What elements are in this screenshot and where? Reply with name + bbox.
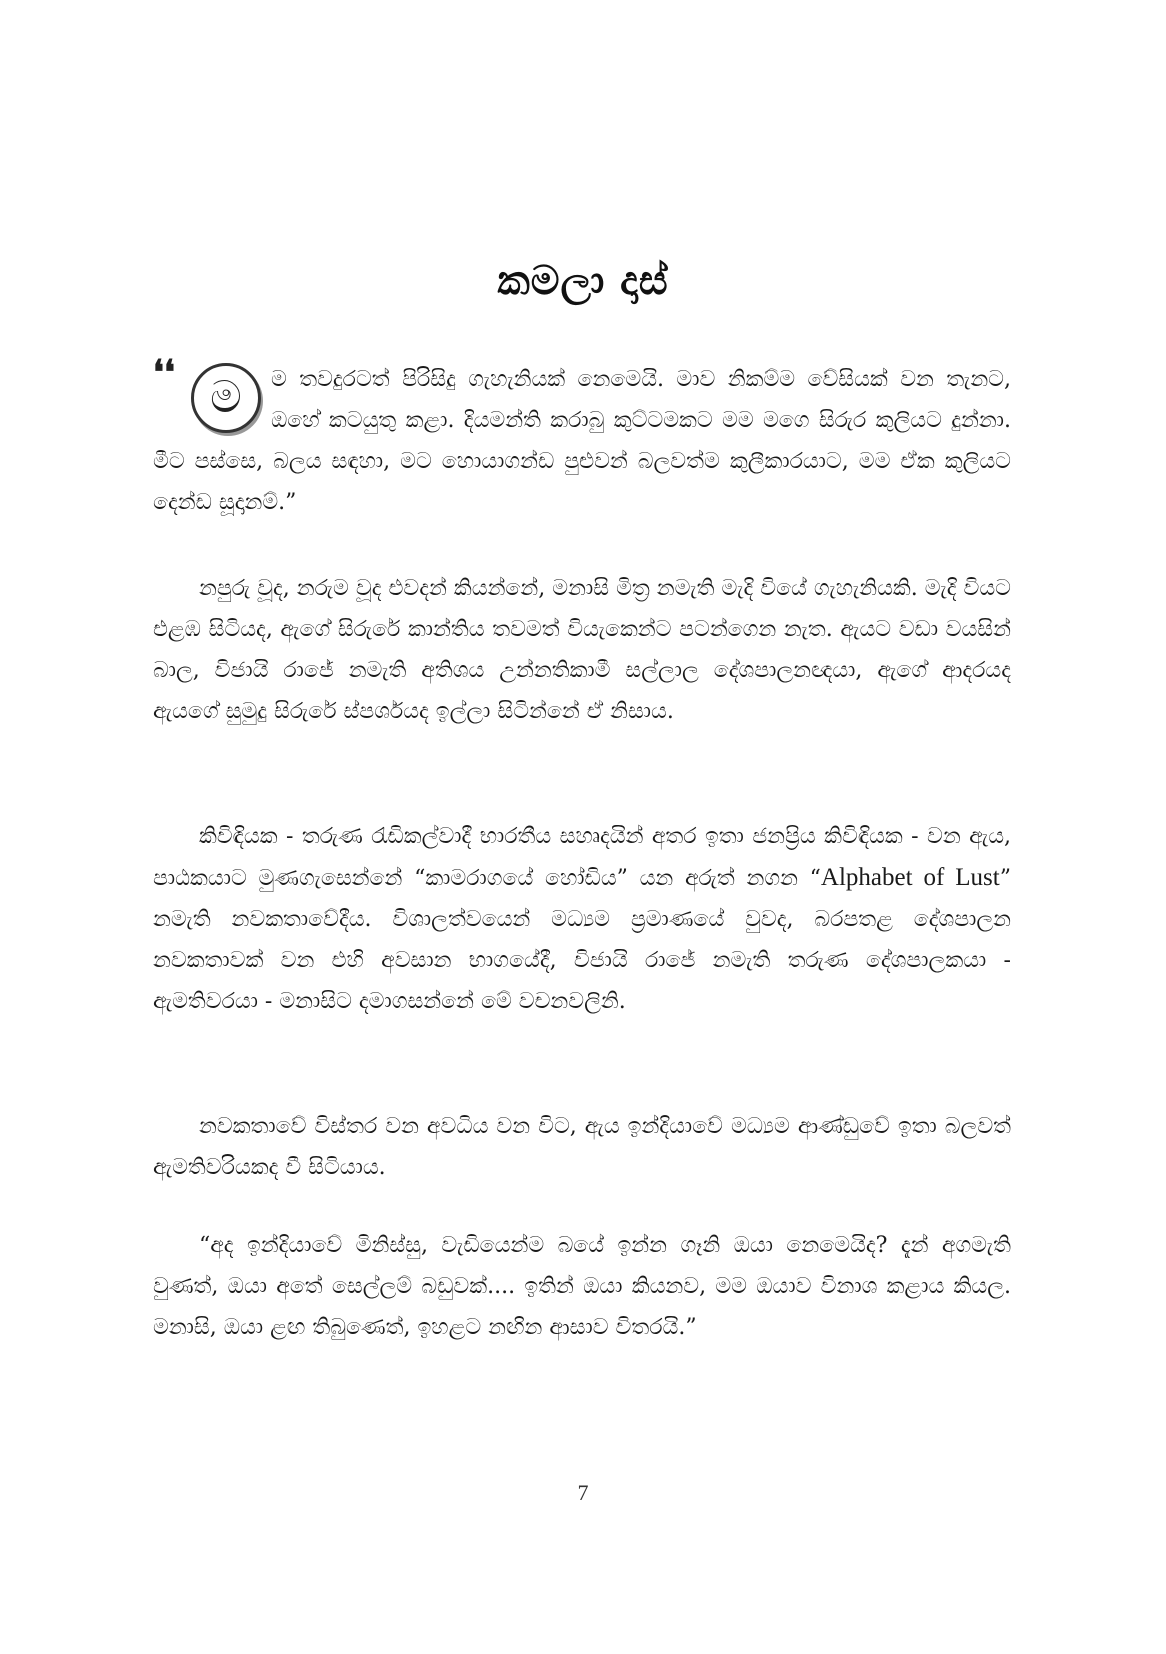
paragraph-4	[153, 1106, 1011, 1188]
page-number: 7	[577, 1480, 589, 1505]
book-title-english: Alphabet of Lust	[820, 864, 1000, 891]
paragraph-4-text: නවකතාවේ විස්තර වන අවධිය වන විට, ඇය ඉන්දියාවේ මධ්‍යම ආණ්ඩුවේ ඉතා බලවත් ඇමතිවරියකද වී සිටියාය.	[153, 1114, 1011, 1180]
drop-cap-letter: ම	[191, 363, 261, 433]
paragraph-5-text: “අද ඉන්දියාවේ මිනිස්සු, වැඩියෙන්ම බයේ ඉන්න ගෑනි ඔයා නෙමෙයිද? දැන් අගමැති වුණත්, ඔයා අතේ සෙල්ලම් බඩුවක්.... ඉතින් ඔයා කියනව, මම ඔයාව විනාශ කළාය කියල. මනාසි, ඔයා ළඟ තිබුණෙත්, ඉහළට නඟින ආසාව විතරයි.”	[153, 1233, 1011, 1340]
chapter-title: කමලා දාස්	[497, 258, 669, 304]
paragraph-3	[153, 816, 1011, 1022]
paragraph-3-part-a: කිවිඳියක - තරුණ රැඩිකල්වාදී භාරතීය සහෘදයින් අතර ඉතා ජනප්‍රිය කිවිඳියක - වන ඇය, පාඨකයාට මුණගැසෙන්නේ “කාමරාගයේ හෝඩිය” යන අරුත් නගන “	[153, 824, 1011, 891]
paragraph-5	[153, 1225, 1011, 1348]
paragraph-3-part-b: ” නමැති නවකතාවේදීය. විශාලත්වයෙන් මධ්‍යම ප්‍රමාණයේ වුවද, බරපතළ දේශපාලන නවකතාවක් වන එහි අවසාන භාගයේදී, විජායි රාජේ නමැති තරුණ දේශපාලකයා - ඇමතිවරයා - මනාසිට දමාගසන්නේ මේ වචනවලිනි.	[153, 866, 1011, 1014]
paragraph-1-text: ම තවදුරටත් පිරිසිදු ගැහැනියක් නෙමෙයි. මාව නිකම්ම වේසියක් වන තැනට, ඔහේ කටයුතු කළා. දියමන්ති කරාබු කුට්ටමකට මම මගෙ සිරුර කුලියට දුන්නා. මීට පස්සෙ, බලය සඳහා, මට හොයාගන්ඩ පුළුවන් බලවත්ම කුලීකාරයාට, මම ඒක කුලියට දෙන්ඩ සූදානම්.”	[153, 367, 1011, 515]
paragraph-3-text	[153, 816, 1011, 1022]
paragraph-1	[153, 355, 1011, 523]
paragraph-2-text: නපුරු වූද, නරුම වූද එවදන් කියන්නේ, මනාසි මිත්‍ර නමැති මැදි වියේ ගැහැනියකි. මැදි වියට එළඹ සිටියද, ඇගේ සිරුරේ කාන්තිය තවමත් වියැකෙන්ට පටන්ගෙන නැත. ඇයට වඩා වයසින් බාල, විජායි රාජේ නමැති අතිශය උන්නතිකාමී සල්ලාල දේශපාලනඥයා, ඇගේ ආදරයද ඇයගේ සුමුදු සිරුරේ ස්පර්ශයද ඉල්ලා සිටින්නේ ඒ නිසාය.	[153, 576, 1011, 724]
opening-quote-mark: ❛❛	[153, 355, 175, 392]
paragraph-2	[153, 568, 1011, 732]
